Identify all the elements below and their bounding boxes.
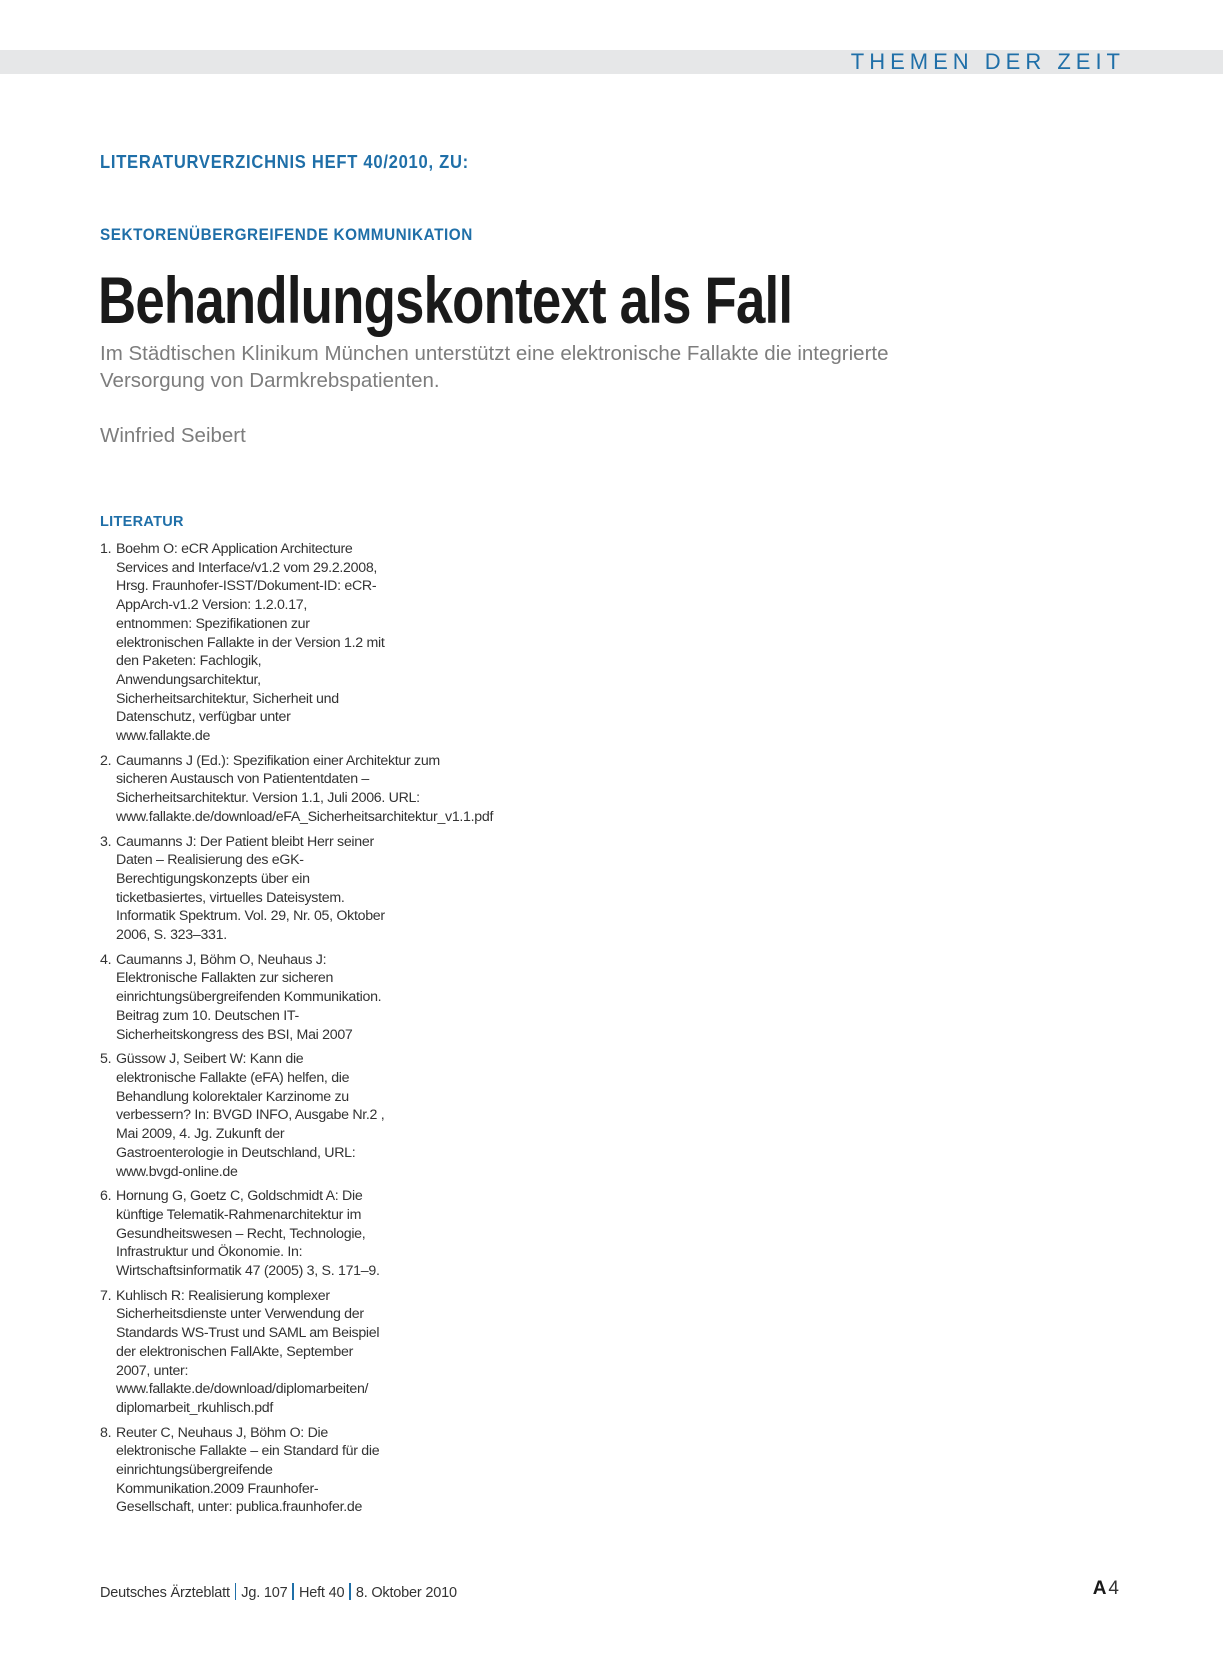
reference-number: 3. [100,833,112,850]
reference-number: 4. [100,951,112,968]
journal-name: Deutsches Ärzteblatt [100,1585,230,1601]
reference-item [100,833,385,945]
reference-item [100,540,385,746]
reference-item [100,1287,385,1418]
page-number-value: 4 [1108,1578,1119,1599]
rubric: SEKTORENÜBERGREIFENDE KOMMUNIKATION [100,225,473,244]
author: Winfried Seibert [100,424,246,447]
divider [292,1583,294,1600]
reference-item [100,951,385,1045]
reference-number: 1. [100,541,112,557]
issue: Heft 40 [298,1585,345,1601]
reference-text: Caumanns J (Ed.): Spezifikation einer Architektur zum sicheren Austausch von Patiententdaten – Sicherheitsarchitektur. Version 1.1, Juli 2006. URL: www.fallakte.de/download/eFA_Sicherheitsarchitektur_v1.1.pdf [116,752,494,825]
reference-text: Caumanns J, Böhm O, Neuhaus J: Elektronische Fallakten zur sicheren einrichtungsübergreifenden Kommunikation. Beitrag zum 10. Deutschen IT-Sicherheitskongress des BSI, Mai 2007 [116,951,382,1043]
page-prefix: A [1092,1578,1107,1599]
reference-item [100,752,494,827]
issue-date: 8. Oktober 2010 [355,1585,457,1601]
reference-text: Kuhlisch R: Realisierung komplexer Sicherheitsdienste unter Verwendung der Standards WS-Trust und SAML am Beispiel der elektronischen FallAkte, September 2007, unter: www.fallakte.de/download/diplomarbeiten/ diplomarbeit_rkuhlisch.pdf [116,1287,380,1416]
reference-text: Caumanns J: Der Patient bleibt Herr seiner Daten – Realisierung des eGK-Berechtigungskonzepts über ein ticketbasiertes, virtuelles Dateisystem. Informatik Spektrum. Vol. 29, Nr. 05, Oktober 2006, S. 323–331. [116,833,385,944]
reference-text: Boehm O: eCR Application Architecture Services and Interface/v1.2 vom 29.2.2008, Hrsg. Fraunhofer-ISST/Dokument-ID: eCR-AppArch-v1.2 Version: 1.2.0.17, entnommen: Spezifikationen zur elektronischen Fallakte in der Version 1.2 mit den Paketen: Fachlogik, Anwendungsarchitektur, Sicherheitsarchitektur, Sicherheit und Datenschutz, verfügbar unter www.fallakte.de [116,541,385,745]
reference-item [100,1050,385,1181]
reference-number: 7. [100,1287,112,1304]
reference-number: 6. [100,1188,112,1205]
reference-text: Hornung G, Goetz C, Goldschmidt A: Die künftige Telematik-Rahmenarchitektur im Gesundheitswesen – Recht, Technologie, Infrastruktur und Ökonomie. In: Wirtschaftsinformatik 47 (2005) 3, S. 171–9. [116,1188,380,1280]
reference-number: 2. [100,752,112,769]
reference-number: 8. [100,1424,112,1441]
reference-text: Reuter C, Neuhaus J, Böhm O: Die elektronische Fallakte – ein Standard für die einrichtungsübergreifende Kommunikation.2009 Fraunhofer-Gesellschaft, unter: publica.fraunhofer.de [116,1424,380,1516]
lede: Im Städtischen Klinikum München unterstützt eine elektronische Fallakte die integrierte Versorgung von Darmkrebspatienten. [100,342,889,392]
divider [349,1583,351,1600]
section-label: THEMEN DER ZEIT [850,49,1125,74]
reference-item [100,1424,385,1518]
reference-list [100,540,494,1523]
page-number [1093,1578,1119,1600]
kicker: LITERATURVERZICHNIS HEFT 40/2010, ZU: [100,152,469,172]
literature-heading: LITERATUR [100,514,184,530]
reference-number: 5. [100,1051,112,1068]
volume: Jg. 107 [241,1585,288,1601]
divider [235,1583,237,1600]
footer-citation [100,1583,457,1601]
reference-text: Güssow J, Seibert W: Kann die elektronische Fallakte (eFA) helfen, die Behandlung kolorektaler Karzinome zu verbessern? In: BVGD INFO, Ausgabe Nr.2 , Mai 2009, 4. Jg. Zukunft der Gastroenterologie in Deutschland, URL: www.bvgd-online.de [116,1051,385,1180]
reference-item [100,1187,385,1281]
page-title: Behandlungskontext als Fall [98,263,793,337]
